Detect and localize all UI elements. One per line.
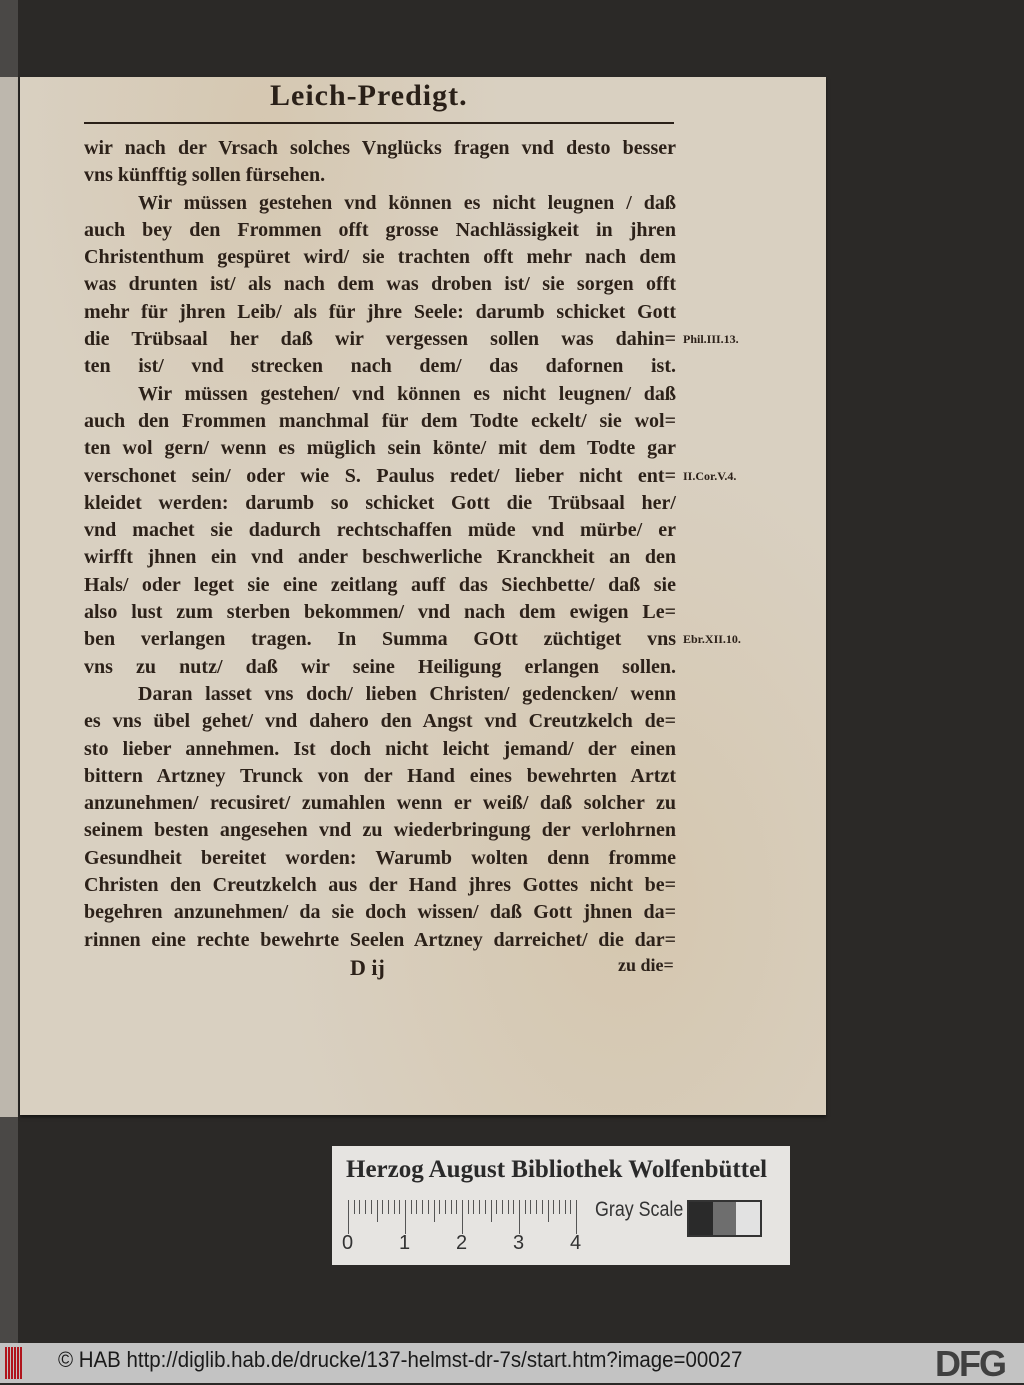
gray-swatch (689, 1202, 713, 1235)
footer-bar (0, 1343, 1024, 1383)
text-line: vnd machet sie dadurch rechtschaffen müde vnd mürbe/ er (84, 519, 676, 542)
ruler-tick (434, 1200, 435, 1222)
ruler-tick (542, 1200, 543, 1214)
text-line: Gesundheit bereitet worden: Warumb wolten denn fromme (84, 846, 676, 869)
ruler-tick (559, 1200, 560, 1214)
ruler-tick (445, 1200, 446, 1214)
text-line: kleidet werden: darumb so schicket Gott die Trübsaal her/ (84, 491, 676, 514)
text-line: Christen den Creutzkelch aus der Hand jhres Gottes nicht be= (84, 874, 676, 897)
ruler-tick (365, 1200, 366, 1214)
gray-swatch (736, 1202, 760, 1235)
ruler-number: 1 (399, 1232, 411, 1254)
scanned-page (20, 77, 826, 1115)
text-line: bittern Artzney Trunck von der Hand eines bewehrten Artzt (84, 764, 676, 787)
text-line: Christenthum gespüret wird/ sie trachten offt mehr nach dem (84, 246, 676, 269)
text-line: wir nach der Vrsach solches Vnglücks fragen vnd desto besser (84, 137, 676, 159)
running-head: Leich-Predigt. (270, 79, 468, 112)
ruler-tick (536, 1200, 537, 1214)
body-text (84, 135, 676, 954)
header-rule (84, 122, 674, 124)
ruler-tick (519, 1200, 520, 1234)
ruler-tick (439, 1200, 440, 1214)
text-line: wirfft jhnen ein vnd ander beschwerliche Kranckheit an den (84, 546, 676, 569)
ruler-tick (468, 1200, 469, 1214)
ruler-tick (388, 1200, 389, 1214)
ruler-tick (354, 1200, 355, 1214)
ruler-tick (570, 1200, 571, 1214)
copyright-link[interactable]: © HAB http://diglib.hab.de/drucke/137-helmst-dr-7s/start.htm?image=00027 (58, 1347, 743, 1372)
text-line: Wir müssen gestehen/ vnd können es nicht leugnen/ daß (138, 382, 676, 405)
text-line: anzunehmen/ recusiret/ zumahlen wenn er weiß/ daß solcher zu (84, 792, 676, 815)
ruler-tick (553, 1200, 554, 1214)
text-line: sto lieber annehmen. Ist doch nicht leicht jemand/ der einen (84, 737, 676, 760)
text-line: verschonet sein/ oder wie S. Paulus redet/ lieber nicht ent= (84, 464, 676, 487)
ruler-tick (576, 1200, 577, 1234)
text-line: es vns übel gehet/ vnd dahero den Angst vnd Creutzkelch de= (84, 710, 676, 733)
ruler-tick (451, 1200, 452, 1214)
margin-note: Ebr.XII.10. (683, 632, 741, 647)
ruler-tick (405, 1200, 406, 1234)
ruler-tick (399, 1200, 400, 1214)
text-line: Wir müssen gestehen vnd können es nicht leugnen / daß (138, 191, 676, 214)
text-line: ben verlangen tragen. In Summa GOtt züchtiget vns (84, 628, 676, 651)
left-edge-strip (0, 0, 18, 1343)
text-line: seinem besten angesehen vnd zu wiederbringung der verlohrnen (84, 819, 676, 842)
ruler-tick (359, 1200, 360, 1214)
hab-logo-icon (5, 1347, 25, 1379)
text-line: vns künfftig sollen fürsehen. (84, 164, 326, 187)
text-line: was drunten ist/ als nach dem was droben ist/ sie sorgen offt (84, 273, 676, 296)
ruler-tick (502, 1200, 503, 1214)
ruler-number: 4 (570, 1232, 582, 1254)
text-line: ten ist/ vnd strecken nach dem/ das dafornen ist. (84, 355, 676, 378)
ruler-tick (422, 1200, 423, 1214)
margin-note: Phil.III.13. (683, 332, 739, 347)
library-name: Herzog August Bibliothek Wolfenbüttel (346, 1156, 768, 1183)
ruler-number: 3 (513, 1232, 525, 1254)
gray-swatch (713, 1202, 737, 1235)
ruler-tick (496, 1200, 497, 1214)
ruler-tick (411, 1200, 412, 1214)
text-line: auch den Frommen manchmal für dem Todte eckelt/ sie wol= (84, 409, 676, 432)
ruler-tick (491, 1200, 492, 1222)
ruler-tick (394, 1200, 395, 1214)
ruler-tick (513, 1200, 514, 1214)
ruler-tick (479, 1200, 480, 1214)
ruler-number: 2 (456, 1232, 468, 1254)
signature-mark: D ij (350, 955, 385, 980)
text-line: Daran lasset vns doch/ lieben Christen/ gedencken/ wenn (138, 682, 676, 705)
ruler-tick (428, 1200, 429, 1214)
text-line: Hals/ oder leget sie eine zeitlang auff das Siechbette/ daß sie (84, 573, 676, 596)
text-line: die Trübsaal her daß wir vergessen sollen was dahin= (84, 328, 676, 351)
ruler-tick (548, 1200, 549, 1222)
catchword: zu die= (618, 955, 674, 975)
text-line: vns zu nutz/ daß wir seine Heiligung erlangen sollen. (84, 655, 676, 678)
ruler-tick (485, 1200, 486, 1214)
margin-note: II.Cor.V.4. (683, 468, 737, 483)
ruler-tick (462, 1200, 463, 1234)
ruler-tick (565, 1200, 566, 1214)
ruler-tick (508, 1200, 509, 1214)
ruler-number: 0 (342, 1232, 354, 1254)
text-line: also lust zum sterben bekommen/ vnd nach dem ewigen Le= (84, 601, 676, 624)
ruler-tick (416, 1200, 417, 1214)
ruler-tick (530, 1200, 531, 1214)
text-line: mehr für jhren Leib/ als für jhre Seele: darumb schicket Gott (84, 300, 676, 323)
dfg-logo: DFG (935, 1343, 1005, 1384)
color-card (332, 1146, 790, 1265)
gray-scale-label: Gray Scale (595, 1198, 684, 1221)
text-line: ten wol gern/ wenn es müglich sein könte/ mit dem Todte gar (84, 437, 676, 460)
ruler-tick (456, 1200, 457, 1214)
ruler-tick (382, 1200, 383, 1214)
ruler-tick (371, 1200, 372, 1214)
text-line: rinnen eine rechte bewehrte Seelen Artzney darreichet/ die dar= (84, 928, 676, 951)
gray-scale-swatches (687, 1200, 762, 1237)
ruler-tick (377, 1200, 378, 1222)
text-line: begehren anzunehmen/ da sie doch wissen/ daß Gott jhnen da= (84, 901, 676, 924)
ruler-tick (525, 1200, 526, 1214)
ruler-tick (473, 1200, 474, 1214)
text-line: auch bey den Frommen offt grosse Nachlässigkeit in jhren (84, 218, 676, 241)
ruler-tick (348, 1200, 349, 1234)
